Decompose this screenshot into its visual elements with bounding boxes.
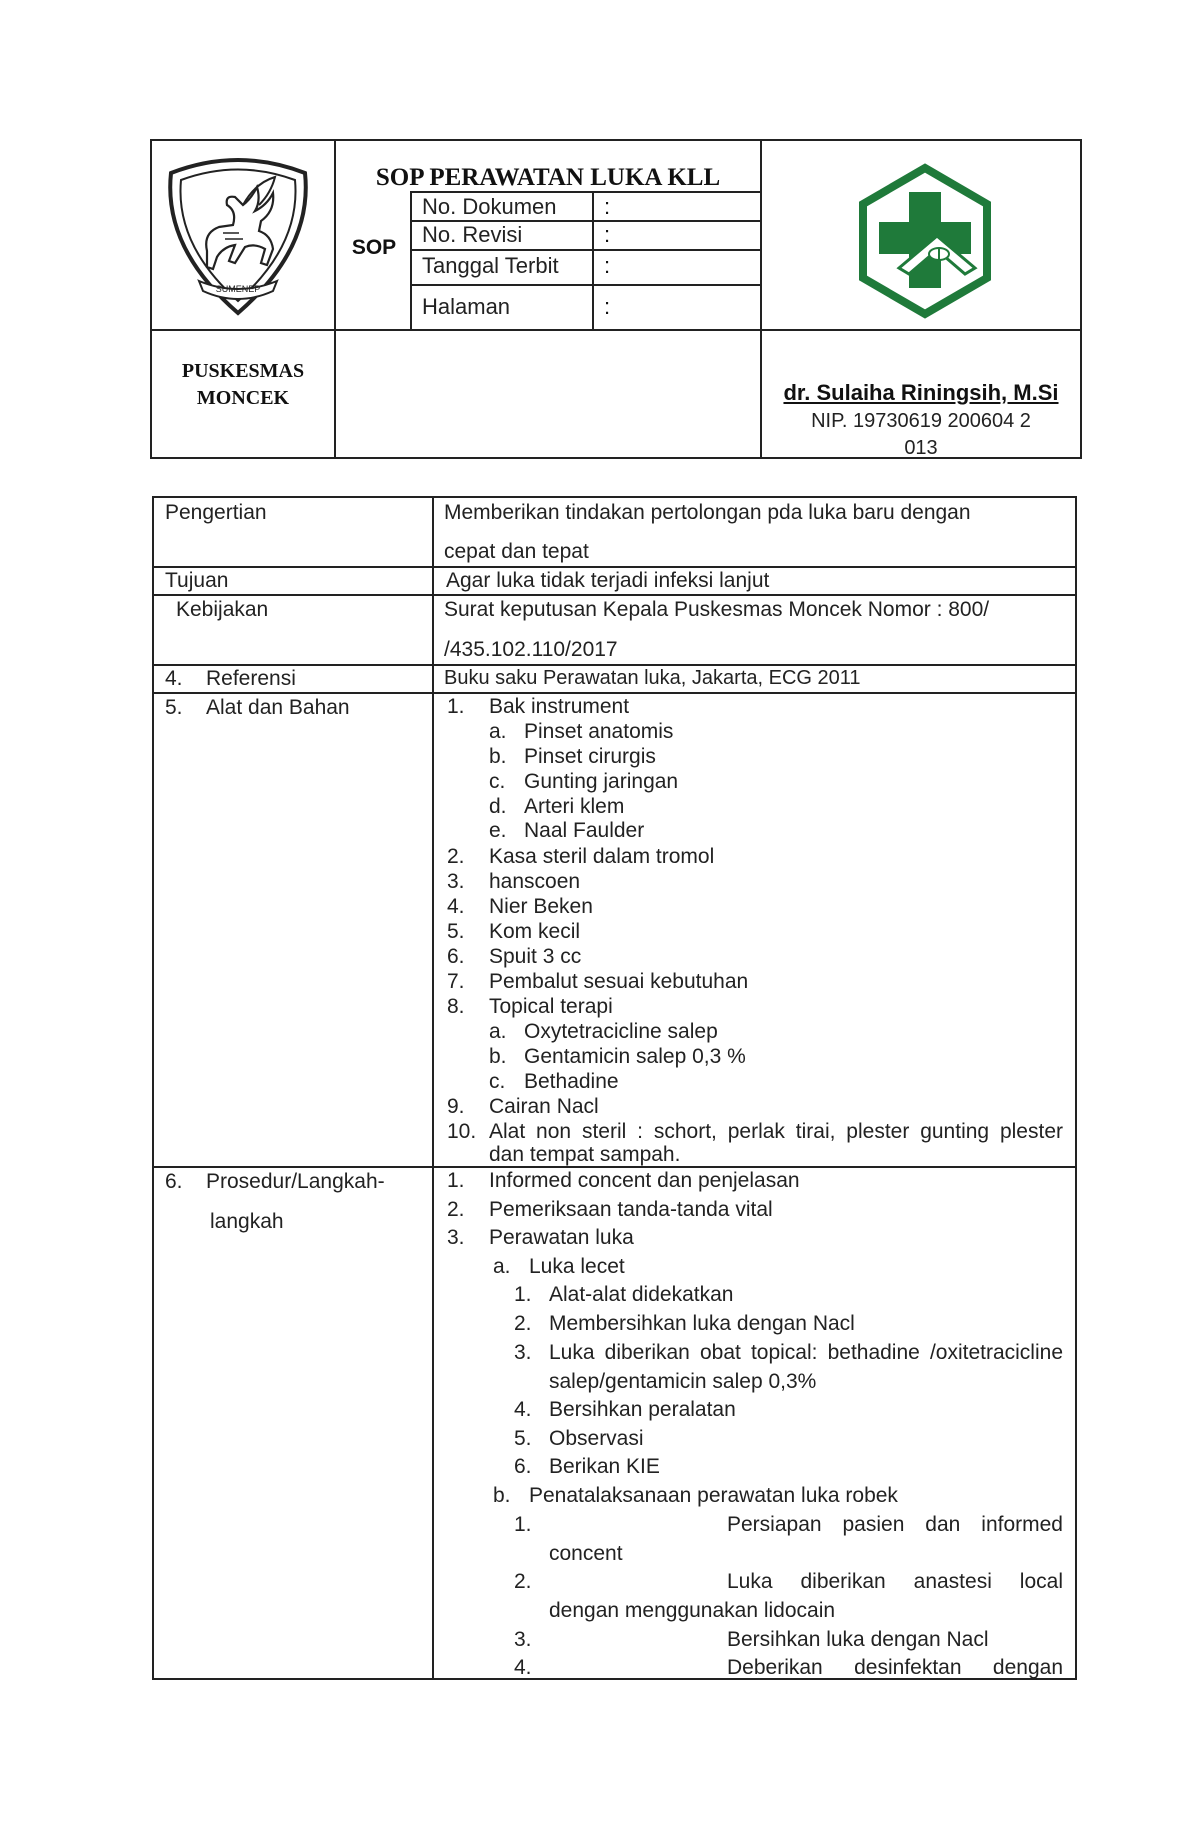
header-divider (334, 139, 336, 459)
organization-name-line1: PUSKESMAS (181, 360, 305, 382)
header-divider (410, 284, 761, 286)
alat-item-text: Gentamicin salep 0,3 % (524, 1045, 746, 1068)
row-label-kebijakan: Kebijakan (176, 598, 269, 621)
prosedur-step-number: 2. (514, 1570, 532, 1593)
prosedur-step-number: 1. (514, 1513, 532, 1536)
header-divider (410, 191, 412, 330)
prosedur-step-number: 3. (447, 1226, 465, 1249)
alat-item-number: 4. (447, 895, 465, 918)
prosedur-step-text: Perawatan luka (489, 1226, 634, 1249)
prosedur-step-text: Informed concent dan penjelasan (489, 1169, 800, 1192)
table-row-divider (152, 566, 1077, 568)
prosedur-step-number: 6. (514, 1455, 532, 1478)
prosedur-step-text: Luka lecet (529, 1255, 625, 1278)
prosedur-step-number: 2. (514, 1312, 532, 1335)
organization-name-line2: MONCEK (196, 387, 290, 409)
sop-label: SOP (351, 236, 397, 259)
prosedur-step-number: 2. (447, 1198, 465, 1221)
kebijakan-text-line1: Surat keputusan Kepala Puskesmas Moncek Nomor : 800/ (444, 598, 990, 621)
prosedur-step-text: Alat-alat didekatkan (549, 1283, 734, 1306)
prosedur-step-text: Luka diberikan obat topical: bethadine /oxitetracicline (549, 1341, 1063, 1364)
row-label-tujuan: Tujuan (165, 569, 229, 592)
alat-item-number: 1. (447, 695, 465, 718)
meta-value-no-dokumen: : (604, 194, 611, 219)
alat-item-text: Pembalut sesuai kebutuhan (489, 970, 749, 993)
alat-item-text: Pinset cirurgis (524, 745, 656, 768)
alat-item-number: 10. (447, 1120, 477, 1143)
alat-item-number: c. (489, 1070, 506, 1093)
alat-item-text: hanscoen (489, 870, 581, 893)
prosedur-step-number: 1. (447, 1169, 465, 1192)
alat-item-text: Nier Beken (489, 895, 593, 918)
row-number-referensi: 4. (165, 667, 183, 690)
row-number-alat: 5. (165, 696, 183, 719)
row-label-alat: Alat dan Bahan (206, 696, 350, 719)
alat-item-number: 7. (447, 970, 465, 993)
crest-ribbon-text: SUMENEP (215, 284, 261, 294)
header-divider (150, 329, 1082, 331)
table-row-divider (152, 692, 1077, 694)
organization-name (152, 358, 334, 412)
pengertian-text-line1: Memberikan tindakan pertolongan pda luka baru dengan (444, 501, 971, 524)
tujuan-text: Agar luka tidak terjadi infeksi lanjut (446, 569, 770, 592)
alat-item-text: Naal Faulder (524, 819, 645, 842)
alat-item-text: Cairan Nacl (489, 1095, 599, 1118)
signatory-name: dr. Sulaiha Riningsih, M.Si (783, 380, 1059, 405)
alat-item-number: b. (489, 745, 507, 768)
alat-item-text: Alat non steril : schort, perlak tirai, plester gunting plester (489, 1120, 1063, 1143)
prosedur-step-number: 3. (514, 1341, 532, 1364)
prosedur-step-number: 5. (514, 1427, 532, 1450)
alat-item-text: Bethadine (524, 1070, 619, 1093)
puskesmas-logo (853, 162, 997, 320)
prosedur-step-number: 4. (514, 1656, 532, 1679)
row-number-prosedur: 6. (165, 1170, 183, 1193)
row-label-prosedur-line1: Prosedur/Langkah- (206, 1170, 385, 1193)
kebijakan-text-line2: /435.102.110/2017 (444, 638, 618, 661)
alat-item-text: Bak instrument (489, 695, 630, 718)
prosedur-step-text: Persiapan pasien dan informed (727, 1513, 1063, 1536)
row-label-referensi: Referensi (206, 667, 296, 690)
pengertian-text-line2: cepat dan tepat (444, 540, 589, 563)
prosedur-step-text: Bersihkan luka dengan Nacl (727, 1628, 989, 1651)
alat-item-number: 5. (447, 920, 465, 943)
prosedur-step-text: Bersihkan peralatan (549, 1398, 736, 1421)
alat-item-number: 2. (447, 845, 465, 868)
alat-item-text: Kom kecil (489, 920, 581, 943)
prosedur-step-number: 1. (514, 1283, 532, 1306)
prosedur-step-text: Luka diberikan anastesi local (727, 1570, 1063, 1593)
header-divider (760, 139, 762, 459)
signatory-nip-line1: NIP. 19730619 200604 2 (811, 410, 1031, 432)
prosedur-step-text: Berikan KIE (549, 1455, 660, 1478)
prosedur-step-text: Membersihkan luka dengan Nacl (549, 1312, 855, 1335)
prosedur-step-number: b. (493, 1484, 511, 1507)
meta-value-no-revisi: : (604, 222, 611, 247)
prosedur-step-text: concent (549, 1542, 623, 1565)
alat-item-number: 8. (447, 995, 465, 1018)
alat-item-text: Gunting jaringan (524, 770, 679, 793)
alat-item-text: Topical terapi (489, 995, 613, 1018)
alat-item-text: Pinset anatomis (524, 720, 674, 743)
alat-item-number: 3. (447, 870, 465, 893)
document-title: SOP PERAWATAN LUKA KLL (375, 164, 721, 191)
alat-item-number: b. (489, 1045, 507, 1068)
header-divider (410, 249, 761, 251)
alat-item-number: a. (489, 720, 507, 743)
alat-item-number: e. (489, 819, 507, 842)
table-row-divider (152, 664, 1077, 666)
row-label-prosedur-line2: langkah (210, 1210, 284, 1233)
meta-value-tanggal-terbit: : (604, 253, 611, 278)
alat-item-number: 9. (447, 1095, 465, 1118)
prosedur-step-text: salep/gentamicin salep 0,3% (549, 1370, 817, 1393)
alat-item-text: Oxytetracicline salep (524, 1020, 718, 1043)
alat-item-number: d. (489, 795, 507, 818)
alat-item-text: Spuit 3 cc (489, 945, 582, 968)
regency-crest-logo (163, 153, 313, 316)
table-row-divider (152, 594, 1077, 596)
signatory-nip-line2: 013 (904, 437, 938, 459)
prosedur-step-text: Observasi (549, 1427, 644, 1450)
row-label-pengertian: Pengertian (165, 501, 267, 524)
meta-label-no-dokumen: No. Dokumen (422, 194, 557, 219)
prosedur-step-text: Penatalaksanaan perawatan luka robek (529, 1484, 898, 1507)
meta-value-halaman: : (604, 294, 611, 319)
meta-label-no-revisi: No. Revisi (422, 222, 523, 247)
alat-item-number: a. (489, 1020, 507, 1043)
alat-item-text: dan tempat sampah. (489, 1143, 681, 1166)
referensi-text: Buku saku Perawatan luka, Jakarta, ECG 2011 (444, 667, 861, 689)
meta-label-tanggal-terbit: Tanggal Terbit (422, 253, 559, 278)
alat-item-text: Arteri klem (524, 795, 625, 818)
prosedur-step-text: Pemeriksaan tanda-tanda vital (489, 1198, 773, 1221)
alat-item-number: c. (489, 770, 506, 793)
signatory-nip (768, 408, 1074, 462)
alat-item-number: 6. (447, 945, 465, 968)
alat-item-text: Kasa steril dalam tromol (489, 845, 715, 868)
meta-label-halaman: Halaman (422, 294, 511, 319)
header-divider (592, 191, 594, 330)
prosedur-step-number: a. (493, 1255, 511, 1278)
table-column-divider (432, 496, 434, 1680)
prosedur-step-number: 4. (514, 1398, 532, 1421)
prosedur-step-text: Deberikan desinfektan dengan (727, 1656, 1063, 1679)
prosedur-step-number: 3. (514, 1628, 532, 1651)
prosedur-step-text: dengan menggunakan lidocain (549, 1599, 836, 1622)
